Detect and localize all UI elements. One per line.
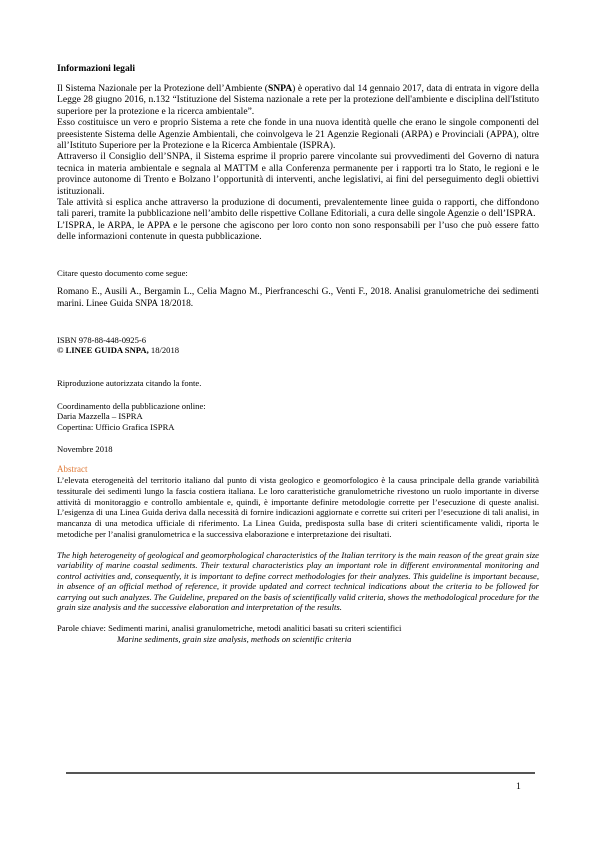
legal-paragraph-1	[57, 83, 539, 117]
copyright	[57, 345, 539, 355]
keywords-english: Marine sediments, grain size analysis, methods on scientific criteria	[117, 633, 352, 644]
legal-p1-end: ) è operativo dal 14 gennaio 2017, data di entrata in vigore della Legge 28 giugno 2016, n.132 “Istituzione del Sistema nazionale a rete per la protezione dell'ambiente e disciplina dell'Istituto superiore per la protezione e la ricerca ambientale”.	[57, 83, 539, 117]
copyright-number: 18/2018	[148, 345, 180, 356]
footer-rule	[66, 772, 535, 774]
snpa-acronym: SNPA	[267, 83, 293, 94]
legal-paragraph-2: Esso costituisce un vero e proprio Sistema a rete che fonde in una nuova identità quelle che erano le singole componenti del preesistente Sistema delle Agenzie Ambientali, che coinvolgeva le 21 Agenzie Regionali (ARPA) e Provinciali (APPA), oltre all’Istituto Superiore per la Protezione e la Ricerca Ambientale (ISPRA).	[57, 117, 539, 152]
citation-label: Citare questo documento come segue:	[57, 267, 188, 278]
legal-paragraph-4: Tale attività si esplica anche attraverso la produzione di documenti, prevalentemente linee guida o rapporti, che diffondono tali pareri, tramite la pubblicazione nell’ambito delle rispettive Collane Editoriali, a cura delle singole Agenzie o dell’ISPRA.	[57, 197, 539, 220]
copyright-main: © LINEE GUIDA SNPA,	[57, 345, 149, 356]
page-number: 1	[516, 781, 521, 792]
page-content	[57, 63, 539, 645]
reproduction-note: Riproduzione autorizzata citando la fonte.	[57, 378, 202, 389]
abstract-heading: Abstract	[57, 464, 88, 475]
keywords	[57, 623, 539, 645]
legal-paragraph-3: Attraverso il Consiglio dell’SNPA, il Sistema esprime il proprio parere vincolante sui provvedimenti del Governo di natura tecnica in materia ambientale e segnala al MATTM e alla Conferenza permanente per i rapporti tra lo Stato, le regioni e le province autonome di Trento e Bolzano l’opportunità di interventi, anche legislativi, ai fini del perseguimento degli obiettivi istituzionali.	[57, 151, 539, 197]
abstract-italian: L’elevata eterogeneità del territorio italiano dal punto di vista geologico e geomorfologico è la causa principale della grande variabilità tessiturale dei sedimenti lungo la fascia costiera italiana. Le loro caratteristiche granulometriche rivestono un ruolo importante in diverse attività di monitoraggio e controllo ambientale e, quindi, è importante definire metodologie corrette per l’esecuzione di queste analisi. L’esigenza di una Linea Guida deriva dalla necessità di fornire indicazioni aggiornate e corrette sui criteri per l’esecuzione di tali analisi, in mancanza di una metodica ufficiale di riferimento. La Linea Guida, predisposta sulla base di criteri scientificamente validi, riporta le metodiche per l’analisi granulometrica e la successiva elaborazione e interpretazione dei risultati.	[57, 475, 539, 539]
citation-text: Romano E., Ausili A., Bergamin L., Celia Magno M., Pierfranceschi G., Venti F., 2018. Analisi granulometriche dei sedimenti marini. Linee Guida SNPA 18/2018.	[57, 287, 539, 309]
keywords-italian: Parole chiave: Sedimenti marini, analisi granulometriche, metodi analitici basati su criteri scientifici	[57, 622, 402, 633]
legal-paragraph-5: L’ISPRA, le ARPA, le APPA e le persone che agiscono per loro conto non sono responsabili per l’uso che può essere fatto delle informazioni contenute in questa pubblicazione.	[57, 219, 539, 243]
abstract-english: The high heterogeneity of geological and geomorphological characteristics of the Italian territory is the main reason of the great grain size variability of marine coastal sediments. Their textural characteristics play an important role in different environmental monitoring and control activities and, consequently, it is important to define correct methodologies for their analyzes. This guideline is important because, in absence of an official method of reference, it provide updated and correct technical indications about the criteria to be followed for carrying out such analyzes. The Guideline, prepared on the basis of scientifically valid criteria, shows the methodological procedure for the grain size analysis and the successive elaboration and interpretation of the results.	[57, 549, 539, 613]
publication-date: Novembre 2018	[57, 443, 113, 454]
cover-credit: Copertina: Ufficio Grafica ISPRA	[57, 421, 175, 432]
legal-info	[57, 83, 539, 243]
section-title: Informazioni legali	[57, 63, 136, 74]
coordination-label: Coordinamento della pubblicazione online:	[57, 400, 206, 411]
legal-p1-start: Il Sistema Nazionale per la Protezione dell’Ambiente (	[57, 83, 268, 94]
coordination-name: Daria Mazzella – ISPRA	[57, 411, 143, 422]
isbn: ISBN 978-88-448-0925-6	[57, 334, 147, 345]
coordination-block	[57, 401, 539, 432]
